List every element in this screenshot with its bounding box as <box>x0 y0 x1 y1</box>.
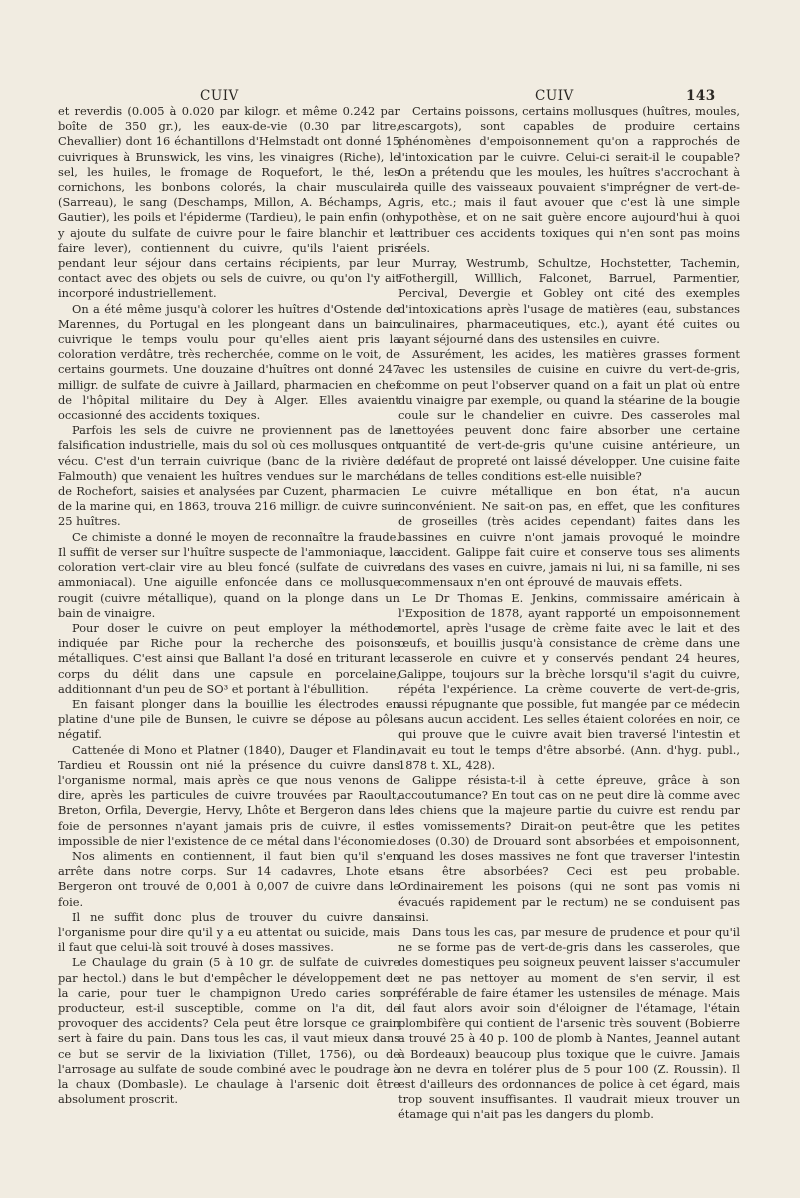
paragraph: et reverdis (0.005 à 0.020 par kilogr. et même 0.242 par boîte de 350 gr.), les eaux-de-vie (0.30 par litre, Chevallier) dont 16 échantillons d'Helmstadt ont donné 15 cuivriques à Brunswick, les vins, les vinaigres (Riche), le sel, les huiles, le fromage de Roquefort, le thé, les cornichons, les bonbons colorés, la chair musculaire (Sarreau), le sang (Deschamps, Millon, A. Béchamps, A. Gautier), les poils et l'épiderme (Tardieu), le pain enfin (on y ajoute du sulfate de cuivre pour le faire blanchir et le faire lever), contiennent du cuivre, qu'ils l'aient pris pendant leur séjour dans certains récipients, par leur contact avec des objets ou sels de cuivre, ou qu'on l'y ait incorporé industriellement. <box>58 104 400 301</box>
running-header-right: CUIV <box>535 88 574 104</box>
paragraph: Le cuivre métallique en bon état, n'a aucun inconvénient. Ne sait-on pas, en effet, que les confitures de groseilles (très acides cependant) faites dans les bassines en cuivre n'ont jamais provoqué le moindre accident. Galippe fait cuire et conserve tous ses aliments dans des vases en cuivre, jamais ni lui, ni sa famille, ni ses commensaux n'en ont éprouvé de mauvais effets. <box>398 484 740 590</box>
paragraph: Murray, Westrumb, Schultze, Hochstetter, Tachemin, Fothergill, Willlich, Falconet, Barruel, Parmentier, Percival, Devergie et Gobley ont cité des exemples d'intoxications après l'usage de matières (eau, substances culinaires, pharmaceutiques, etc.), ayant été cuites ou ayant séjourné dans des ustensiles en cuivre. <box>398 256 740 347</box>
paragraph: Il ne suffit donc plus de trouver du cuivre dans l'organisme pour dire qu'il y a eu attentat ou suicide, mais il faut que celui-là soit trouvé à doses massives. <box>58 909 400 955</box>
page-number: 143 <box>686 88 716 104</box>
paragraph: En faisant plonger dans la bouillie les électrodes en platine d'une pile de Bunsen, le cuivre se dépose au pôle négatif. <box>58 696 400 742</box>
paragraph: Le Dr Thomas E. Jenkins, commissaire américain à l'Exposition de 1878, ayant rapporté un empoisonnement mortel, après l'usage de crème faite avec le lait et des œufs, et bouillis jusqu'à consistance de crème dans une casserole en cuivre et y conservés pendant 24 heures, Galippe, toujours sur la brèche lorsqu'il s'agit du cuivre, répéta l'expérience. La crème couverte de vert-de-gris, aussi répugnante que possible, fut mangée par ce médecin sans aucun accident. Les selles étaient colorées en noir, ce qui prouve que le cuivre avait bien traversé l'intestin et avait eu tout le temps d'être absorbé. (Ann. d'hyg. publ., 1878 t. XL, 428). <box>398 590 740 772</box>
paragraph: Ce chimiste a donné le moyen de reconnaître la fraude. Il suffit de verser sur l'huître suspecte de l'ammoniaque, la coloration vert-clair vire au bleu foncé (sulfate de cuivre ammoniacal). Une aiguille enfoncée dans ce mollusque rougit (cuivre métallique), quand on la plonge dans un bain de vinaigre. <box>58 529 400 620</box>
right-text-column <box>398 104 740 1123</box>
paragraph: Assurément, les acides, les matières grasses forment avec les ustensiles de cuisine en cuivre du vert-de-gris, comme on peut l'observer quand on a fait un plat où entre du vinaigre par exemple, ou quand la stéarine de la bougie coule sur le chandelier en cuivre. Des casseroles mal nettoyées peuvent donc faire absorber une certaine quantité de vert-de-gris qu'une cuisine antérieure, un défaut de propreté ont laissé développer. Une cuisine faite dans de telles conditions est-elle nuisible? <box>398 347 740 483</box>
running-header-left: CUIV <box>200 88 239 104</box>
paragraph: Dans tous les cas, par mesure de prudence et pour qu'il ne se forme pas de vert-de-gris dans les casseroles, que des domestiques peu soigneux peuvent laisser s'accumuler et ne pas nettoyer au moment de s'en servir, il est préférable de faire étamer les ustensiles de ménage. Mais il faut alors avoir soin d'éloigner de l'étamage, l'étain plombifère qui contient de l'arsenic très souvent (Bobierre a trouvé 25 à 40 p. 100 de plomb à Nantes, Jeannel autant à Bordeaux) beaucoup plus toxique que le cuivre. Jamais on ne devra en tolérer plus de 5 pour 100 (Z. Roussin). Il est d'ailleurs des ordonnances de police à cet égard, mais trop souvent insuffisantes. Il vaudrait mieux trouver un étamage qui n'ait pas les dangers du plomb. <box>398 924 740 1122</box>
paragraph: Pour doser le cuivre on peut employer la méthode indiquée par Riche pour la recherche des poisons métalliques. C'est ainsi que Ballant l'a dosé en triturant le corps du délit dans une capsule en porcelaine, additionnant d'un peu de SO³ et portant à l'ébullition. <box>58 620 400 696</box>
paragraph: On a été même jusqu'à colorer les huîtres d'Ostende de Marennes, du Portugal en les plongeant dans un bain cuivrique le temps voulu pour qu'elles aient pris la coloration verdâtre, très recherchée, comme on le voit, de certains gourmets. Une douzaine d'huîtres ont donné 247 milligr. de sulfate de cuivre à Jaillard, pharmacien en chef de l'hôpital militaire du Dey à Alger. Elles avaient occasionné des accidents toxiques. <box>58 301 400 423</box>
paragraph: Galippe résista-t-il à cette épreuve, grâce à son accoutumance? En tout cas on ne peut dire là comme avec les chiens que la majeure partie du cuivre est rendu par les vomissements? Dirait-on peut-être que les petites doses (0.30) de Drouard sont absorbées et empoisonnent, quand les doses massives ne font que traverser l'intestin sans être absorbées? Ceci est peu probable. Ordinairement les poisons (qui ne sont pas vomis ni évacués rapidement par le rectum) ne se conduisent pas ainsi. <box>398 772 740 924</box>
paragraph: Parfois les sels de cuivre ne proviennent pas de la falsification industrielle, mais du sol où ces mollusques ont vécu. C'est d'un terrain cuivrique (banc de la rivière de Falmouth) que venaient les huîtres vendues sur le marché de Rochefort, saisies et analysées par Cuzent, pharmacien de la marine qui, en 1863, trouva 216 milligr. de cuivre sur 25 huîtres. <box>58 423 400 529</box>
left-text-column <box>58 104 400 1107</box>
paragraph: Certains poissons, certains mollusques (huîtres, moules, escargots), sont capables de produire certains phénomènes d'empoisonnement qu'on a rapprochés de l'intoxication par le cuivre. Celui-ci serait-il le coupable? On a prétendu que les moules, les huîtres s'accrochant à la quille des vaisseaux pouvaient s'imprégner de vert-de-gris, etc.; mais il faut avouer que c'est là une simple hypothèse, et on ne sait guère encore aujourd'hui à quoi attribuer ces accidents toxiques qui n'en sont pas moins réels. <box>398 104 740 255</box>
paragraph: Nos aliments en contiennent, il faut bien qu'il s'en arrête dans notre corps. Sur 14 cadavres, Lhote et Bergeron ont trouvé de 0,001 à 0,007 de cuivre dans le foie. <box>58 848 400 909</box>
paragraph: Cattenée di Mono et Platner (1840), Dauger et Flandin, Tardieu et Roussin ont nié la présence du cuivre dans l'organisme normal, mais après ce que nous venons de dire, après les particules de cuivre trouvées par Raoult, Breton, Orfila, Devergie, Hervy, Lhôte et Bergeron dans le foie de personnes n'ayant jamais pris de cuivre, il est impossible de nier l'existence de ce métal dans l'économie. <box>58 742 400 848</box>
paragraph: Le Chaulage du grain (5 à 10 gr. de sulfate de cuivre par hectol.) dans le but d'empêcher le développement de la carie, pour tuer le champignon Uredo caries son producteur, est-il susceptible, comme on l'a dit, de provoquer des accidents? Cela peut être lorsque ce grain sert à faire du pain. Dans tous les cas, il vaut mieux dans ce but se servir de la lixiviation (Tillet, 1756), ou de l'arrosage au sulfate de soude combiné avec le poudrage à la chaux (Dombasle). Le chaulage à l'arsenic doit être absolument proscrit. <box>58 955 400 1107</box>
